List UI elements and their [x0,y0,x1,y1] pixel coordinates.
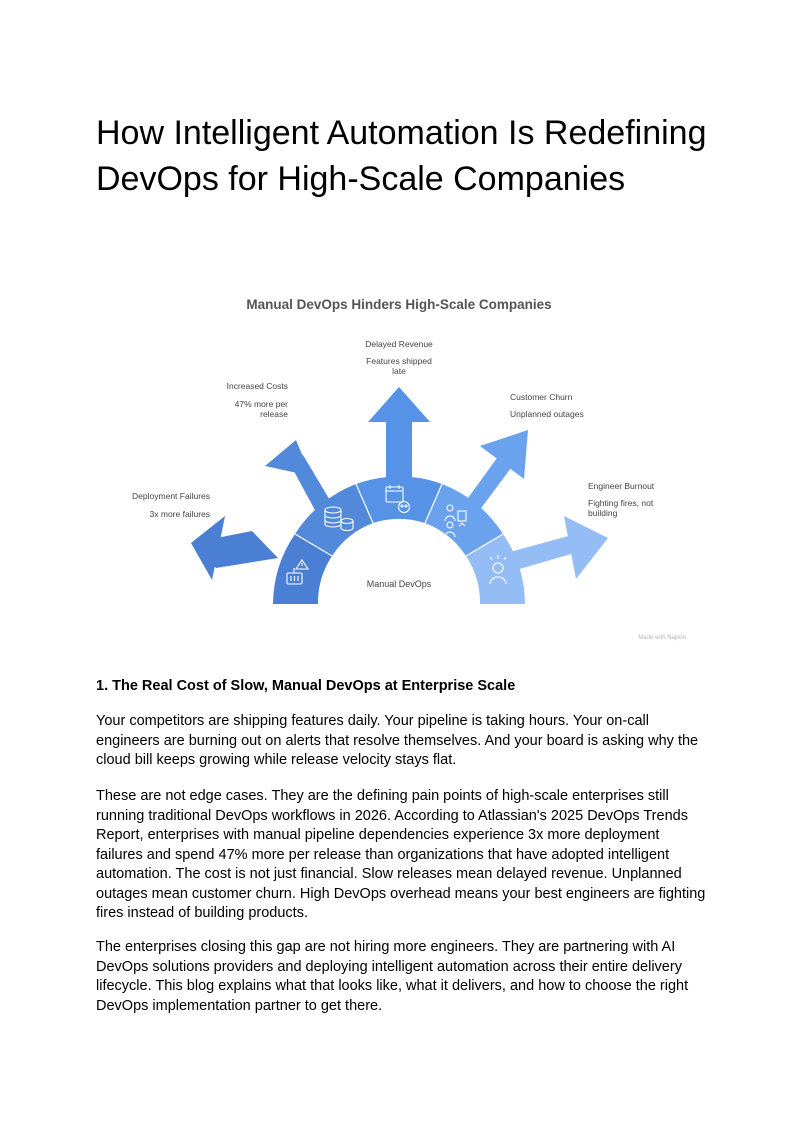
infographic-title: Manual DevOps Hinders High-Scale Companies [246,297,552,312]
detail-delayed-revenue-line1: Features shipped [366,356,432,366]
detail-engineer-burnout-line1: Fighting fires, not [588,498,654,508]
paragraph-2: These are not edge cases. They are the defining pain points of high-scale enterprises still running traditional DevOps workflows in 2026. According to Atlassian's 2025 DevOps Trends Report, enterprises with manual pipeline dependencies experience 3x more deployment failures and spend 47% more per release than organizations that have adopted intelligent automation. The cost is not just financial. Slow releases mean delayed revenue. Unplanned outages mean customer churn. High DevOps overhead means your best engineers are fighting fires instead of building products. [96,788,706,921]
center-label: Manual DevOps [366,579,432,589]
arrow-delayed-revenue [368,387,430,485]
section-heading: 1. The Real Cost of Slow, Manual DevOps at Enterprise Scale [96,678,516,694]
arrow-increased-costs [265,440,331,512]
paragraph-1: Your competitors are shipping features daily. Your pipeline is taking hours. Your on-call engineers are burning out on alerts that resolve themselves. And your board is asking why the cloud bill keeps growing while release velocity stays flat. [96,713,699,768]
infographic-svg [120,290,700,650]
arrow-engineer-burnout [510,516,608,579]
detail-increased-costs-line2: release [260,409,288,419]
article-title: How Intelligent Automation Is Redefining DevOps for High-Scale Companies [96,114,707,198]
paragraph-3: The enterprises closing this gap are not hiring more engineers. They are partnering with AI DevOps solutions providers and deploying intelligent automation across their entire delivery lifecycle. This blog explains what that looks like, what it delivers, and how to choose the right DevOps implementation partner to get there. [96,939,689,1014]
label-deployment-failures: Deployment Failures [132,491,210,501]
napkin-watermark: Made with Napkin [638,635,686,641]
detail-delayed-revenue-line2: late [392,366,406,376]
label-increased-costs: Increased Costs [226,381,288,391]
detail-increased-costs-line1: 47% more per [234,399,288,409]
label-customer-churn: Customer Churn [510,392,573,402]
infographic [120,290,700,650]
arrow-deployment-failures [191,516,278,580]
detail-customer-churn: Unplanned outages [510,409,584,419]
detail-engineer-burnout-line2: building [588,508,618,518]
label-delayed-revenue: Delayed Revenue [365,339,433,349]
label-engineer-burnout: Engineer Burnout [588,481,655,491]
detail-deployment-failures: 3x more failures [149,509,210,519]
